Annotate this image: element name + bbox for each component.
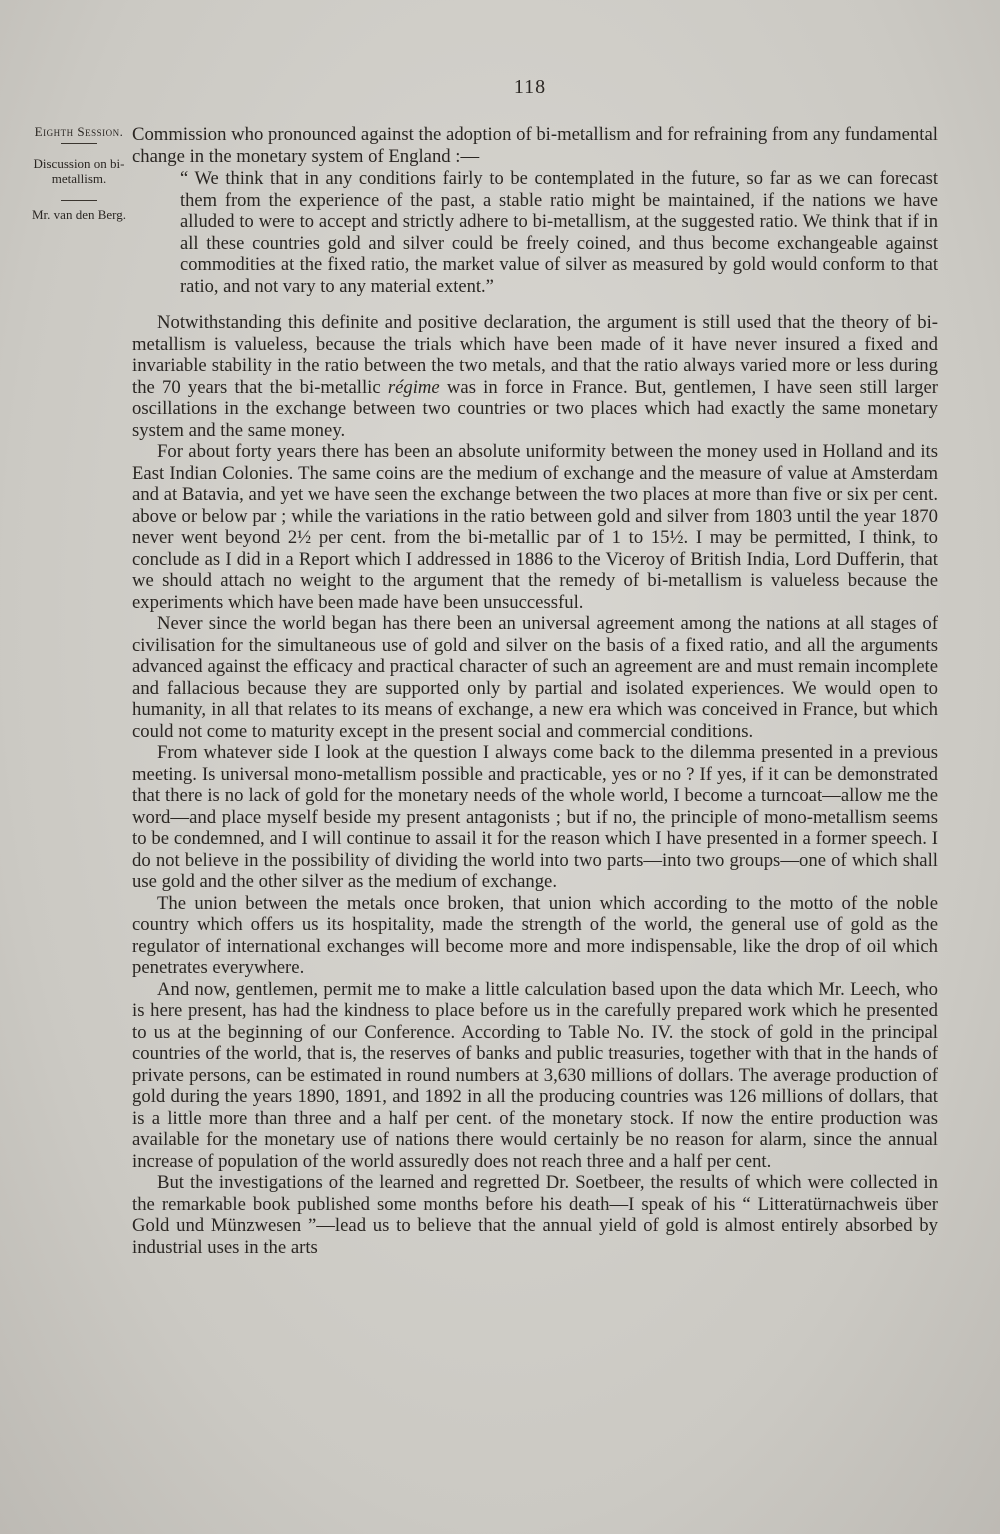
paragraph <box>132 312 938 441</box>
margin-divider <box>61 143 97 144</box>
block-quote: “ We think that in any conditions fairly to be contemplated in the future, so far as we can forecast them from the experience of the past, a stable ratio might be maintained, if the nations we have alluded to were to accept and strictly adhere to bi-metallism, at the suggested ratio. We think that if in all these countries gold and silver could be freely coined, and thus become exchangeable against commodities at the fixed ratio, the market value of silver as measured by gold would conform to that ratio, and not vary to any material extent.” <box>180 169 938 297</box>
paragraph-text: Notwithstanding this definite and positive declaration, the argument is still used that the theory of bi-metallism is valueless, because the trials which have been made of it have never insured a fixed and invariable stability in the ratio between the two metals, and that the ratio always varied more or less during the 70 years that the bi-metallic <box>132 312 938 398</box>
italic-term: régime <box>387 376 440 398</box>
body-text <box>132 124 938 1258</box>
margin-topic: Discussion on bi-metallism. <box>33 156 125 186</box>
paragraph: And now, gentlemen, permit me to make a little calculation based upon the data which Mr. Leech, who is here present, has had the kindness to place before us in the carefully prepared work which he presented to us at the beginning of our Conference. According to Table No. IV. the stock of gold in the principal countries of the world, that is, the reserves of banks and public treasuries, together with that in the hands of private persons, can be estimated in round numbers at 3,630 millions of dollars. The average production of gold during the years 1890, 1891, and 1892 in all the producing countries was 126 millions of dollars, that is a little more than three and a half per cent. of the monetary stock. If now the entire production was available for the monetary use of nations there would certainly be no reason for alarm, since the annual increase of population of the world assuredly does not reach three and a half per cent. <box>132 978 938 1172</box>
margin-divider <box>61 200 97 201</box>
paragraph: But the investigations of the learned and regretted Dr. Soetbeer, the results of which were collected in the remarkable book published some months before his death—I speak of his “ Litteratürnachweis über Gold und Münzwesen ”—lead us to believe that the annual yield of gold is almost entirely absorbed by industrial uses in the arts <box>132 1172 938 1258</box>
margin-notes <box>28 124 130 222</box>
page-number: 118 <box>513 76 547 98</box>
margin-session: Eighth Session. <box>34 124 124 139</box>
paragraph-text: was in force in France. But, gentlemen, I have seen still larger oscillations in the exchange between two countries or two places which had exactly the same monetary system and the same money. <box>132 376 939 441</box>
margin-speaker: Mr. van den Berg. <box>32 207 126 222</box>
paragraph: The union between the metals once broken, that union which according to the motto of the noble country which offers us its hospitality, made the strength of the world, the general use of gold as the regulator of international exchanges will become more and more indispensable, like the drop of oil which penetrates everywhere. <box>132 892 938 978</box>
paragraph: Never since the world began has there been an universal agreement among the nations at all stages of civilisation for the simultaneous use of gold and silver on the basis of a fixed ratio, and all the arguments advanced against the efficacy and practical character of such an agreement are and must remain incomplete and fallacious because they are supported only by partial and isolated experiences. We would open to humanity, in all that relates to its means of exchange, a new era which was conceived in France, but which could not come to maturity except in the present social and commercial conditions. <box>132 613 938 742</box>
paragraph: From whatever side I look at the question I always come back to the dilemma presented in a previous meeting. Is universal mono-metallism possible and practicable, yes or no ? If yes, if it can be demonstrated that there is no lack of gold for the monetary needs of the whole world, I become a turncoat—allow me the word—and place myself beside my present antagonists ; but if no, the principle of mono-metallism seems to be condemned, and I will continue to assail it for the reason which I have presented in a former speech. I do not believe in the possibility of dividing the world into two parts—into two groups—one of which shall use gold and the other silver as the medium of exchange. <box>132 742 938 892</box>
paragraph: For about forty years there has been an absolute uniformity between the money used in Holland and its East Indian Colonies. The same coins are the medium of exchange and the measure of value at Amsterdam and at Batavia, and yet we have seen the exchange between the two places at more than five or six per cent. above or below par ; while the variations in the ratio between gold and silver from 1803 until the year 1870 never went beyond 2½ per cent. from the bi-metallic par of 1 to 15½. I may be permitted, I think, to conclude as I did in a Report which I addressed in 1886 to the Viceroy of British India, Lord Dufferin, that we should attach no weight to the argument that the remedy of bi-metallism is valueless because the experiments which have been made have been unsuccessful. <box>132 441 938 613</box>
paragraph-continuation: Commission who pronounced against the adoption of bi-metallism and for refraining from any fundamental change in the monetary system of England :— <box>132 124 938 167</box>
